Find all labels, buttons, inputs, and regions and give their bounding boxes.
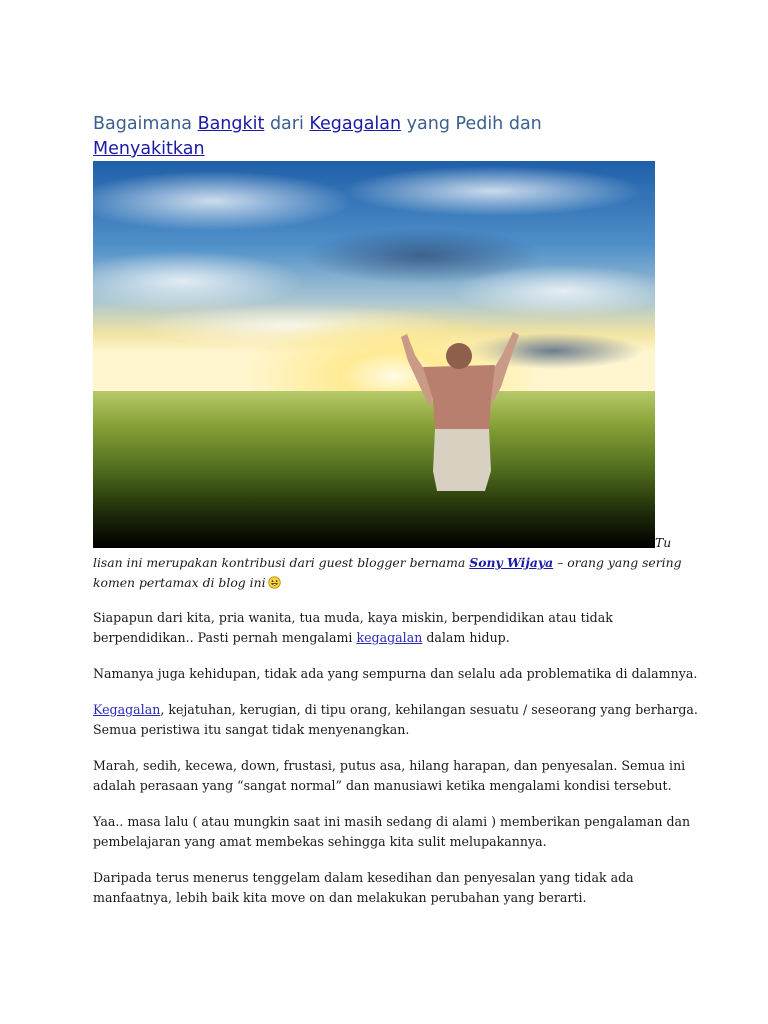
paragraph-1 bbox=[93, 608, 693, 648]
paragraph-5 bbox=[93, 812, 693, 852]
p6-line-2: manfaatnya, lebih baik kita move on dan melakukan perubahan yang berarti. bbox=[93, 890, 587, 905]
title-text-1: Bagaimana bbox=[93, 114, 198, 134]
author-link[interactable]: Sony Wijaya bbox=[469, 555, 554, 570]
title-link-kegagalan[interactable]: Kegagalan bbox=[309, 114, 402, 134]
p5-line-2: pembelajaran yang amat membekas sehingga kita sulit melupakannya. bbox=[93, 834, 547, 849]
p3-line-1 bbox=[93, 700, 698, 720]
p1-text-after: dalam hidup. bbox=[422, 630, 510, 645]
title-text-2: dari bbox=[264, 114, 310, 134]
link-kegagalan-2[interactable]: Kegagalan bbox=[93, 702, 161, 717]
p1-line-2 bbox=[93, 628, 693, 648]
paragraph-3 bbox=[93, 700, 698, 740]
link-kegagalan[interactable]: kegagalan bbox=[356, 630, 423, 645]
p3-line-2: Semua peristiwa itu sangat tidak menyenangkan. bbox=[93, 722, 410, 737]
caption-text: lisan ini merupakan kontribusi dari guest blogger bernama bbox=[93, 555, 470, 570]
paragraph-2 bbox=[93, 664, 698, 684]
caption-line-1 bbox=[93, 553, 682, 573]
title-link-bangkit[interactable]: Bangkit bbox=[197, 114, 265, 134]
p4-line-1: Marah, sedih, kecewa, down, frustasi, putus asa, hilang harapan, dan penyesalan. Semua ini bbox=[93, 758, 686, 773]
paragraph-4 bbox=[93, 756, 693, 796]
hero-image bbox=[93, 161, 655, 548]
hero-illustration bbox=[93, 161, 655, 548]
caption-tu: Tu bbox=[655, 535, 672, 550]
grinning-smiley-icon bbox=[268, 576, 281, 589]
caption-text-after: – orang yang sering bbox=[553, 555, 682, 570]
title-link-menyakitkan[interactable]: Menyakitkan bbox=[93, 139, 205, 159]
p2-line-1: Namanya juga kehidupan, tidak ada yang sempurna dan selalu ada problematika di dalamnya. bbox=[93, 666, 698, 681]
p6-line-1: Daripada terus menerus tenggelam dalam kesedihan dan penyesalan yang tidak ada bbox=[93, 870, 634, 885]
article-title bbox=[93, 112, 693, 162]
caption-line-2 bbox=[93, 573, 281, 593]
p1-text: berpendidikan.. Pasti pernah mengalami bbox=[93, 630, 357, 645]
p5-line-1: Yaa.. masa lalu ( atau mungkin saat ini masih sedang di alami ) memberikan pengalaman dan bbox=[93, 814, 691, 829]
caption-text-2: komen pertamax di blog ini bbox=[93, 575, 266, 590]
paragraph-6 bbox=[93, 868, 693, 908]
p4-line-2: adalah perasaan yang “sangat normal” dan manusiawi ketika mengalami kondisi tersebut. bbox=[93, 778, 672, 793]
title-text-3: yang Pedih dan bbox=[401, 114, 542, 134]
p1-line-1: Siapapun dari kita, pria wanita, tua muda, kaya miskin, berpendidikan atau tidak bbox=[93, 610, 613, 625]
p3-text: , kejatuhan, kerugian, di tipu orang, kehilangan sesuatu / seseorang yang berharga. bbox=[160, 702, 698, 717]
